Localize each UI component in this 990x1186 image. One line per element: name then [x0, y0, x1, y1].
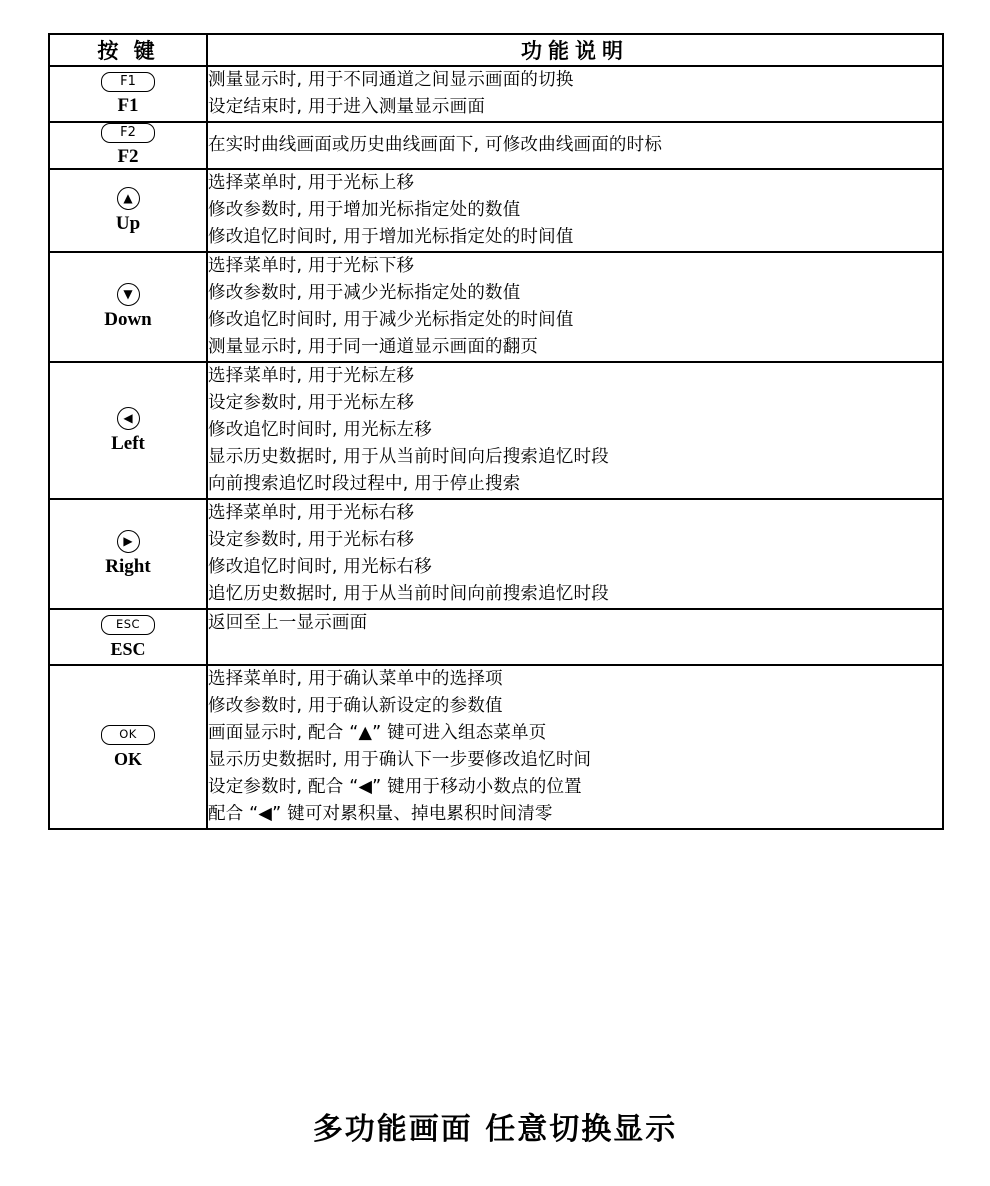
description-line: 设定参数时, 用于光标左移 — [208, 393, 415, 413]
arrow-down-icon: ▼ — [117, 283, 140, 306]
key-label-down: Down — [104, 309, 152, 330]
description-line: 选择菜单时, 用于光标左移 — [208, 366, 415, 386]
description-line: 修改追忆时间时, 用光标右移 — [208, 557, 432, 577]
key-cell-ok — [49, 665, 207, 829]
key-label-up: Up — [115, 212, 141, 234]
arrow-right-icon: ▶ — [117, 530, 140, 553]
table-header-row — [49, 34, 943, 66]
description-line: 修改参数时, 用于增加光标指定处的数值 — [208, 200, 521, 220]
key-label-f1: F1 — [117, 94, 139, 116]
footer-caption: 多功能画面 任意切换显示 — [312, 1112, 678, 1147]
keycap-icon-esc: ESC — [101, 615, 155, 635]
table-row — [49, 122, 943, 169]
description-line: 在实时曲线画面或历史曲线画面下, 可修改曲线画面的时标 — [208, 135, 663, 155]
key-cell-down — [49, 252, 207, 362]
description-line: 选择菜单时, 用于光标右移 — [208, 503, 415, 523]
table-row — [49, 499, 943, 609]
description-line: 向前搜索追忆时段过程中, 用于停止搜索 — [208, 474, 521, 494]
key-label-ok: OK — [113, 748, 142, 769]
description-cell-f1 — [207, 66, 943, 122]
key-cell-esc — [49, 609, 207, 665]
description-line: 修改追忆时间时, 用光标左移 — [208, 420, 432, 440]
key-cell-f1 — [49, 66, 207, 122]
description-cell-left — [207, 362, 943, 499]
keycap-icon-f2: F2 — [101, 123, 155, 143]
column-header-key: 按 键 — [49, 34, 207, 66]
description-line: 测量显示时, 用于不同通道之间显示画面的切换 — [208, 70, 574, 90]
table-row — [49, 665, 943, 829]
description-line: 设定参数时, 配合 “◀” 键用于移动小数点的位置 — [208, 777, 582, 797]
description-line: 显示历史数据时, 用于确认下一步要修改追忆时间 — [208, 750, 592, 770]
arrow-up-icon: ▲ — [117, 187, 140, 210]
description-cell-esc — [207, 609, 943, 665]
description-line: 选择菜单时, 用于确认菜单中的选择项 — [208, 669, 503, 689]
description-line: 返回至上一显示画面 — [208, 613, 368, 633]
key-cell-f2 — [49, 122, 207, 169]
description-line: 显示历史数据时, 用于从当前时间向后搜索追忆时段 — [208, 447, 609, 467]
description-cell-f2 — [207, 122, 943, 169]
table-row — [49, 609, 943, 665]
description-line: 设定参数时, 用于光标右移 — [208, 530, 415, 550]
description-cell-right — [207, 499, 943, 609]
description-cell-ok — [207, 665, 943, 829]
column-header-description: 功能说明 — [207, 34, 943, 66]
description-line: 测量显示时, 用于同一通道显示画面的翻页 — [208, 337, 539, 357]
key-cell-up — [49, 169, 207, 252]
description-line: 追忆历史数据时, 用于从当前时间向前搜索追忆时段 — [208, 584, 609, 604]
description-line: 修改追忆时间时, 用于增加光标指定处的时间值 — [208, 227, 574, 247]
arrow-left-icon: ◀ — [117, 407, 140, 430]
key-label-f2: F2 — [117, 146, 139, 167]
description-line-spacer — [208, 637, 942, 664]
key-label-right: Right — [105, 556, 151, 577]
description-line: 修改参数时, 用于减少光标指定处的数值 — [208, 283, 521, 303]
description-line: 画面显示时, 配合 “▲” 键可进入组态菜单页 — [208, 723, 547, 743]
table-row — [49, 252, 943, 362]
key-cell-left — [49, 362, 207, 499]
description-cell-up — [207, 169, 943, 252]
table-body — [49, 34, 943, 829]
key-function-table — [48, 33, 944, 830]
description-line: 修改追忆时间时, 用于减少光标指定处的时间值 — [208, 310, 574, 330]
key-label-left: Left — [111, 432, 145, 454]
description-line: 修改参数时, 用于确认新设定的参数值 — [208, 696, 503, 716]
description-line: 选择菜单时, 用于光标下移 — [208, 256, 415, 276]
table-row — [49, 169, 943, 252]
keycap-icon-f1: F1 — [101, 72, 155, 92]
description-cell-down — [207, 252, 943, 362]
key-label-esc: ESC — [110, 638, 146, 659]
keycap-icon-ok: OK — [101, 725, 155, 745]
description-line: 配合 “◀” 键可对累积量、掉电累积时间清零 — [208, 804, 553, 824]
description-line: 选择菜单时, 用于光标上移 — [208, 173, 415, 193]
key-function-table-wrapper — [48, 33, 944, 830]
description-line: 设定结束时, 用于进入测量显示画面 — [208, 97, 486, 117]
table-row — [49, 362, 943, 499]
key-cell-right — [49, 499, 207, 609]
table-row — [49, 66, 943, 122]
